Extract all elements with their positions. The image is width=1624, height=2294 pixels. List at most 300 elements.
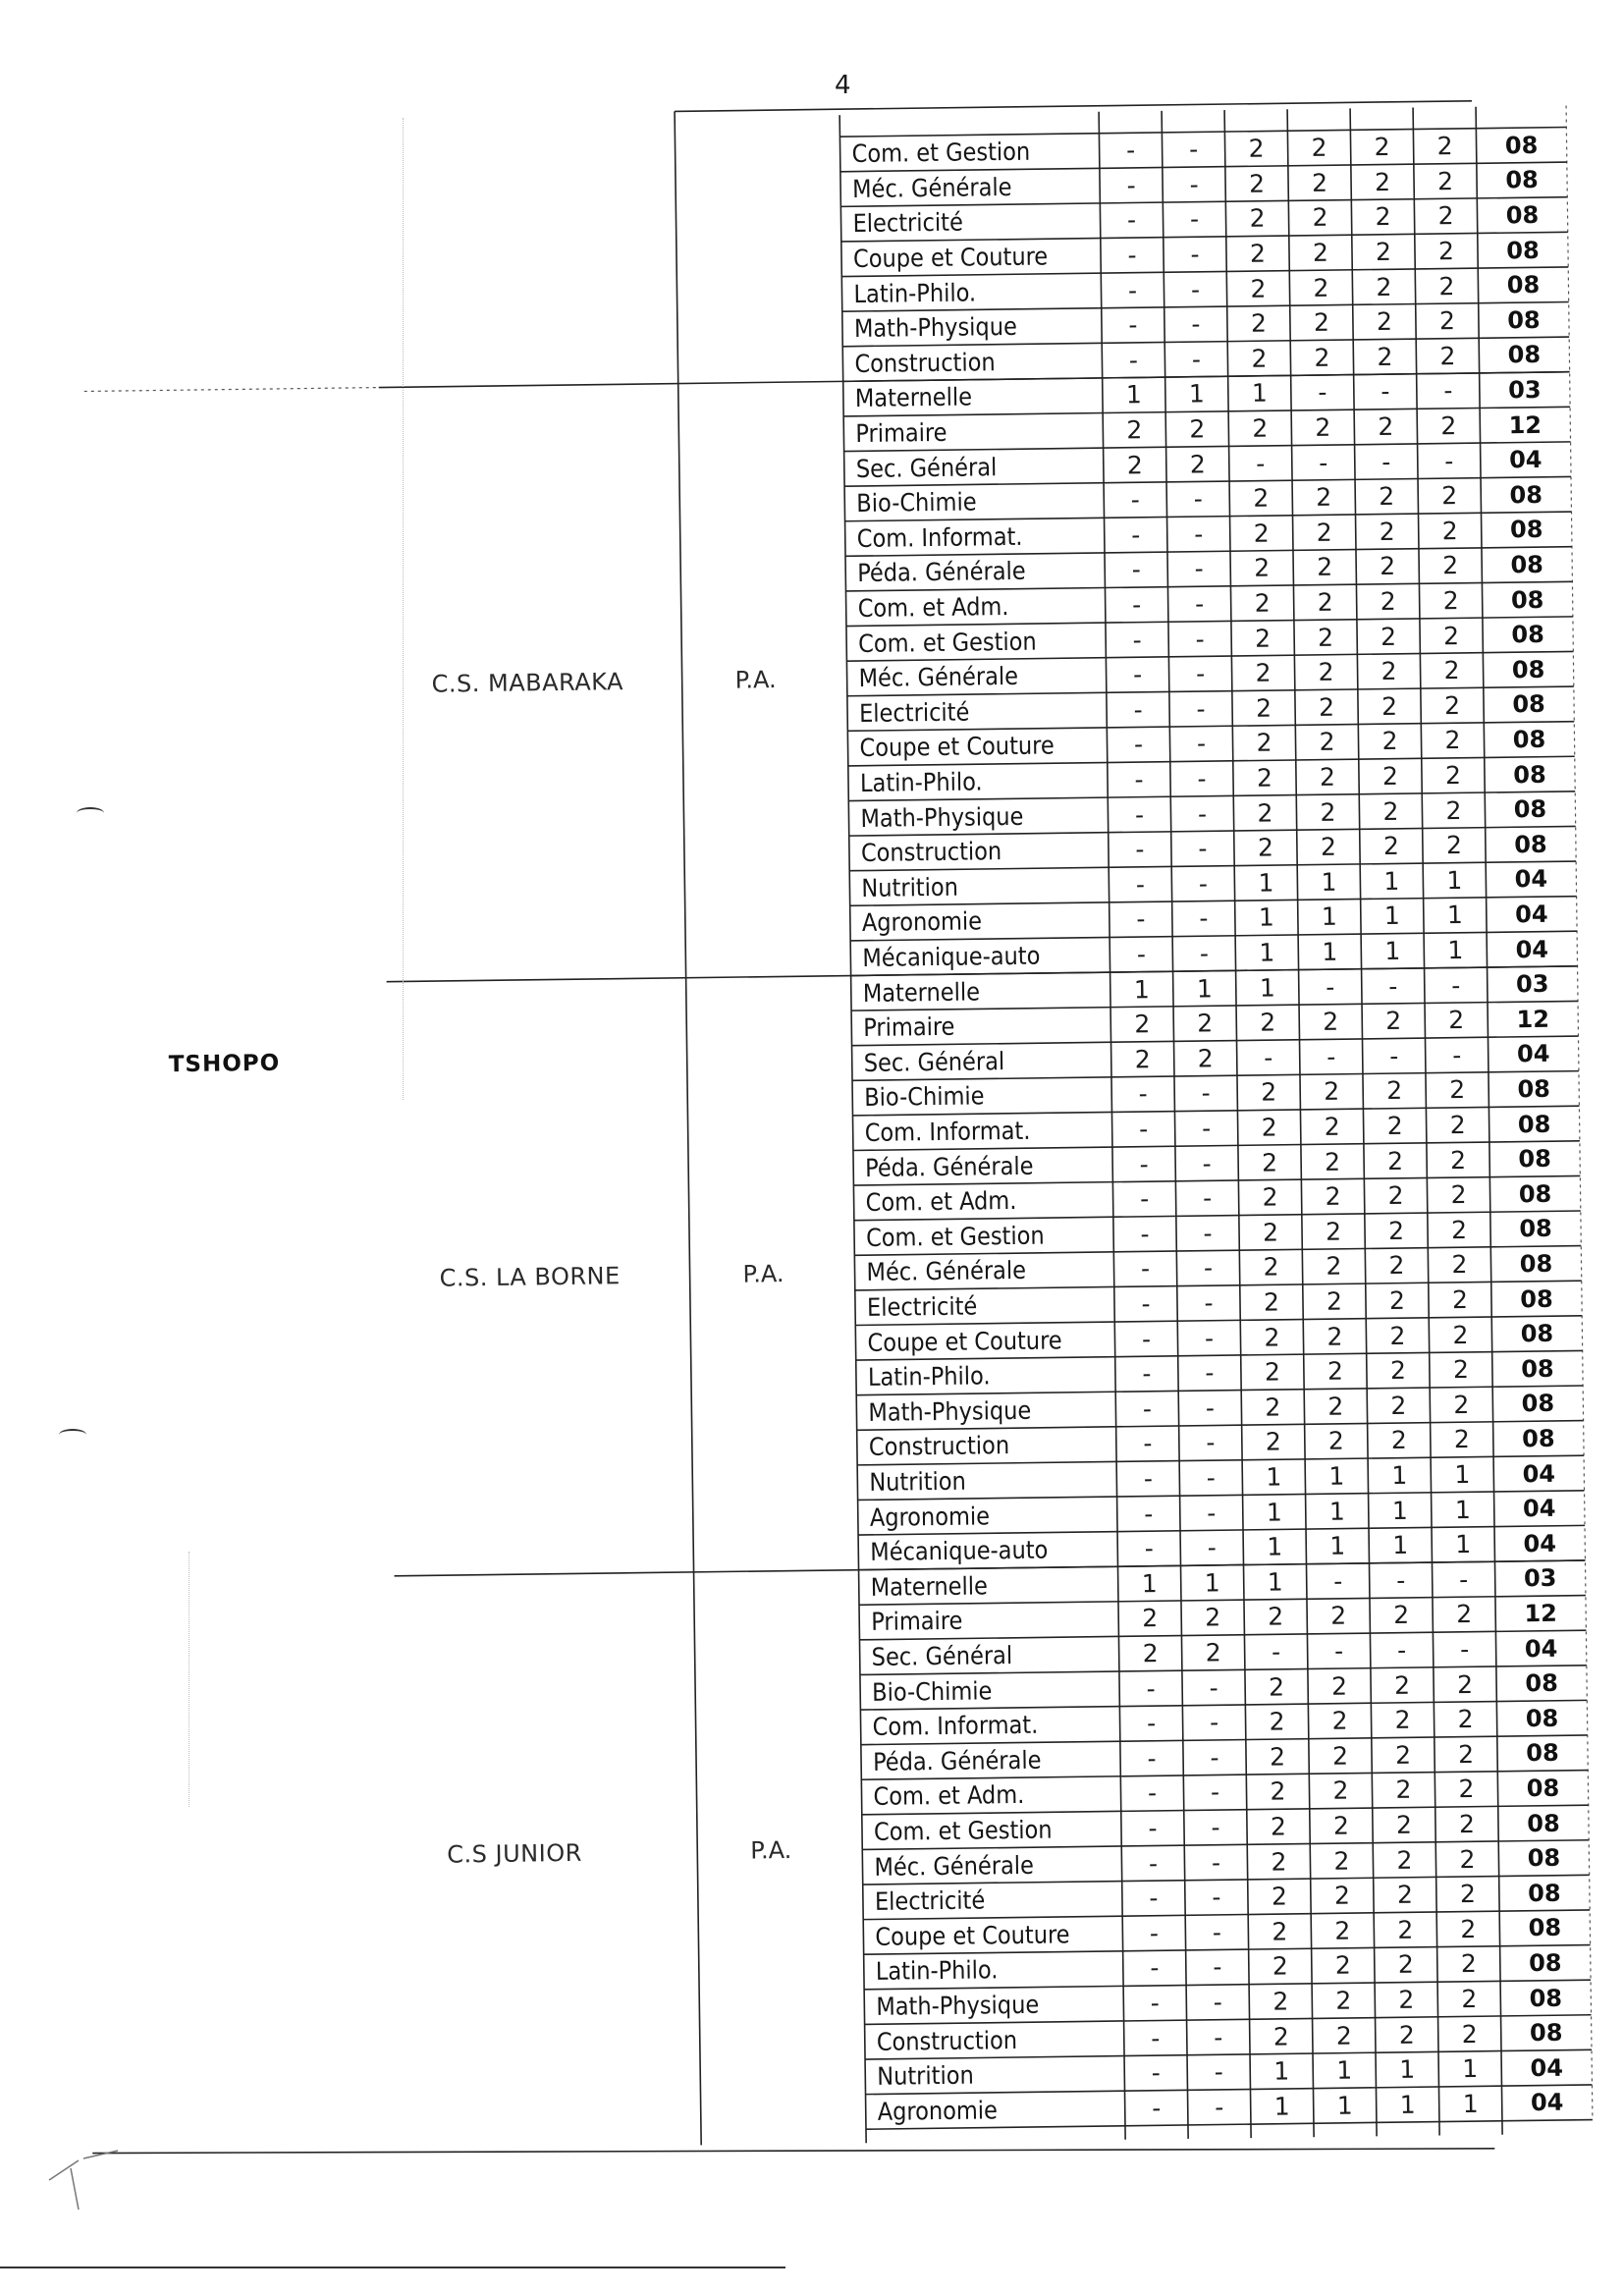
value-cell: 1 bbox=[1259, 973, 1275, 1003]
value-cell: 1 bbox=[1454, 1495, 1471, 1524]
value-cell: - bbox=[1459, 1564, 1469, 1594]
subject-cell: Latin-Philo. bbox=[867, 1361, 991, 1393]
value-cell: 1 bbox=[1454, 1460, 1471, 1490]
value-cell: - bbox=[1210, 1743, 1219, 1773]
value-cell: 2 bbox=[1436, 132, 1453, 161]
value-cell: - bbox=[1194, 519, 1204, 549]
value-cell: 2 bbox=[1441, 516, 1458, 546]
value-cell: 2 bbox=[1261, 1077, 1277, 1108]
value-cell: - bbox=[1213, 1988, 1223, 2017]
value-cell: - bbox=[1149, 1884, 1159, 1913]
value-cell: 2 bbox=[1393, 1670, 1411, 1700]
value-cell: - bbox=[1214, 2022, 1223, 2052]
value-cell: 2 bbox=[1396, 1845, 1413, 1875]
value-cell: 2 bbox=[1380, 552, 1396, 581]
value-cell: - bbox=[1150, 1953, 1160, 1983]
value-cell: 2 bbox=[1263, 1287, 1280, 1317]
value-cell: 2 bbox=[1331, 1706, 1348, 1736]
total-cell: 04 bbox=[1522, 1459, 1556, 1488]
scan-artifact bbox=[189, 1552, 190, 1807]
value-cell: 2 bbox=[1254, 553, 1271, 583]
subject-cell: Primaire bbox=[855, 417, 947, 449]
value-cell: - bbox=[1148, 1814, 1158, 1843]
value-cell: - bbox=[1201, 1114, 1212, 1143]
value-cell: 2 bbox=[1249, 239, 1267, 268]
value-cell: - bbox=[1203, 1253, 1214, 1283]
value-cell: 2 bbox=[1269, 1742, 1286, 1772]
value-cell: 1 bbox=[1133, 974, 1150, 1005]
value-cell: - bbox=[1196, 729, 1207, 758]
subject-cell: Méc. Générale bbox=[851, 172, 1012, 203]
total-cell: 12 bbox=[1508, 410, 1543, 439]
value-cell: 2 bbox=[1459, 1844, 1476, 1874]
value-cell: - bbox=[1126, 171, 1136, 200]
value-cell: 1 bbox=[1258, 902, 1275, 933]
value-cell: 2 bbox=[1265, 1427, 1282, 1457]
value-cell: 2 bbox=[1126, 450, 1143, 480]
subject-cell: Com. et Gestion bbox=[873, 1815, 1053, 1846]
value-cell: 2 bbox=[1319, 728, 1335, 757]
value-cell: 2 bbox=[1268, 1672, 1285, 1702]
total-cell: 08 bbox=[1504, 131, 1539, 160]
value-cell: - bbox=[1380, 377, 1390, 407]
value-cell: 2 bbox=[1452, 1355, 1470, 1385]
value-cell: - bbox=[1189, 170, 1199, 199]
value-cell: 2 bbox=[1330, 1671, 1348, 1701]
subject-cell: Maternelle bbox=[854, 382, 973, 413]
total-cell: 08 bbox=[1528, 1914, 1562, 1942]
total-cell: 08 bbox=[1520, 1319, 1554, 1348]
value-cell: 2 bbox=[1251, 344, 1268, 373]
value-cell: 2 bbox=[1333, 1846, 1350, 1876]
value-cell: 2 bbox=[1389, 1321, 1406, 1350]
value-cell: 2 bbox=[1397, 1915, 1414, 1944]
total-cell: 12 bbox=[1516, 1005, 1550, 1034]
value-cell: - bbox=[1191, 309, 1201, 339]
value-cell: - bbox=[1139, 1149, 1149, 1178]
total-cell: 03 bbox=[1515, 970, 1549, 999]
total-cell: 03 bbox=[1523, 1564, 1557, 1593]
value-cell: 1 bbox=[1204, 1568, 1220, 1598]
value-cell: 1 bbox=[1462, 2089, 1479, 2118]
value-cell: 2 bbox=[1453, 1425, 1470, 1454]
subject-cell: Coupe et Couture bbox=[867, 1326, 1062, 1357]
value-cell: 2 bbox=[1262, 1218, 1279, 1247]
value-cell: - bbox=[1133, 730, 1144, 759]
value-cell: 2 bbox=[1335, 2021, 1352, 2050]
value-cell: - bbox=[1190, 275, 1201, 304]
value-cell: 2 bbox=[1380, 622, 1397, 651]
total-cell: 04 bbox=[1508, 446, 1543, 474]
value-cell: 2 bbox=[1381, 727, 1398, 756]
value-cell: 2 bbox=[1311, 168, 1328, 197]
value-cell: 2 bbox=[1381, 761, 1399, 792]
value-cell: - bbox=[1138, 1079, 1148, 1109]
value-cell: - bbox=[1381, 447, 1391, 476]
value-cell: - bbox=[1205, 1393, 1216, 1423]
value-cell: 2 bbox=[1249, 204, 1266, 234]
value-cell: - bbox=[1199, 939, 1210, 968]
value-cell: - bbox=[1206, 1463, 1217, 1493]
value-cell: - bbox=[1191, 345, 1202, 374]
total-cell: 08 bbox=[1519, 1249, 1553, 1279]
value-cell: 2 bbox=[1382, 832, 1400, 861]
value-cell: - bbox=[1189, 204, 1200, 235]
total-cell: 08 bbox=[1529, 1984, 1563, 2012]
value-cell: 2 bbox=[1319, 762, 1336, 792]
value-cell: - bbox=[1139, 1184, 1150, 1214]
value-cell: 2 bbox=[1205, 1603, 1221, 1632]
value-cell: 2 bbox=[1374, 167, 1391, 196]
subject-cell: Electricité bbox=[874, 1885, 986, 1917]
school-name: C.S JUNIOR bbox=[447, 1839, 582, 1869]
value-cell: 2 bbox=[1398, 1985, 1415, 2015]
value-cell: - bbox=[1142, 1359, 1152, 1389]
value-cell: - bbox=[1144, 1534, 1154, 1563]
value-cell: - bbox=[1130, 485, 1141, 515]
value-cell: - bbox=[1152, 2093, 1162, 2123]
subject-cell: Agronomie bbox=[869, 1502, 991, 1532]
value-cell: 1 bbox=[1384, 936, 1401, 966]
value-cell: 1 bbox=[1322, 937, 1338, 966]
value-cell: - bbox=[1215, 2093, 1224, 2122]
value-cell: 2 bbox=[1264, 1323, 1280, 1352]
value-cell: 2 bbox=[1313, 307, 1330, 338]
corner-mark bbox=[39, 2141, 147, 2219]
value-cell: - bbox=[1132, 625, 1142, 655]
value-cell: 2 bbox=[1461, 1984, 1478, 2014]
value-cell: 2 bbox=[1398, 2020, 1415, 2049]
value-cell: 2 bbox=[1387, 1216, 1405, 1245]
value-cell: 2 bbox=[1448, 1006, 1465, 1035]
value-cell: - bbox=[1128, 346, 1139, 375]
value-cell: 2 bbox=[1441, 481, 1458, 511]
value-cell: 1 bbox=[1321, 902, 1338, 932]
value-cell: - bbox=[1143, 1464, 1154, 1494]
total-cell: 08 bbox=[1509, 480, 1543, 510]
value-cell: 1 bbox=[1266, 1462, 1282, 1492]
value-cell: 2 bbox=[1256, 728, 1272, 758]
value-cell: - bbox=[1150, 1989, 1161, 2018]
value-cell: 2 bbox=[1444, 761, 1462, 791]
value-cell: - bbox=[1326, 972, 1335, 1002]
subject-cell: Com. et Gestion bbox=[865, 1221, 1045, 1252]
value-cell: - bbox=[1127, 241, 1137, 270]
value-cell: 2 bbox=[1388, 1251, 1405, 1281]
value-cell: 2 bbox=[1252, 413, 1269, 443]
total-cell: 04 bbox=[1514, 865, 1548, 894]
value-cell: 2 bbox=[1450, 1180, 1467, 1210]
total-cell: 08 bbox=[1506, 236, 1540, 264]
value-cell: 2 bbox=[1268, 1602, 1284, 1632]
value-cell: - bbox=[1201, 1078, 1211, 1108]
subject-cell: Electricité bbox=[858, 697, 970, 728]
value-cell: 2 bbox=[1189, 450, 1206, 479]
value-cell: 2 bbox=[1442, 586, 1459, 616]
value-cell: 2 bbox=[1440, 411, 1457, 441]
value-cell: 2 bbox=[1375, 237, 1392, 267]
value-cell: - bbox=[1212, 1883, 1221, 1912]
total-cell: 08 bbox=[1505, 200, 1540, 230]
value-cell: - bbox=[1140, 1254, 1151, 1284]
subject-cell: Bio-Chimie bbox=[856, 487, 977, 519]
value-cell: - bbox=[1396, 1565, 1406, 1595]
total-cell: 08 bbox=[1521, 1424, 1555, 1453]
total-cell: 04 bbox=[1514, 900, 1548, 929]
value-cell: 2 bbox=[1197, 1009, 1214, 1038]
value-cell: 2 bbox=[1317, 553, 1333, 582]
value-cell: - bbox=[1451, 970, 1461, 1000]
value-cell: 2 bbox=[1264, 1357, 1281, 1387]
value-cell: 2 bbox=[1395, 1775, 1412, 1805]
total-cell: 08 bbox=[1511, 621, 1545, 649]
total-cell: 08 bbox=[1511, 655, 1545, 684]
value-cell: 1 bbox=[1399, 2054, 1416, 2085]
subject-cell: Com. Informat. bbox=[864, 1116, 1031, 1148]
value-cell: 2 bbox=[1442, 621, 1460, 650]
school-type: P.A. bbox=[734, 665, 777, 694]
value-cell: 2 bbox=[1134, 1045, 1151, 1074]
value-cell: 1 bbox=[1328, 1497, 1345, 1526]
value-cell: - bbox=[1214, 2057, 1223, 2087]
total-cell: 08 bbox=[1518, 1144, 1552, 1174]
subject-cell: Coupe et Couture bbox=[852, 242, 1049, 274]
value-cell: - bbox=[1213, 1952, 1222, 1982]
value-cell: - bbox=[1131, 590, 1142, 620]
value-cell: 1 bbox=[1455, 1530, 1472, 1559]
total-cell: 04 bbox=[1515, 935, 1549, 963]
value-cell: 2 bbox=[1380, 691, 1398, 721]
value-cell: 2 bbox=[1325, 1217, 1342, 1246]
subject-cell: Electricité bbox=[866, 1291, 978, 1323]
bottom-rule bbox=[0, 2267, 785, 2268]
total-cell: 04 bbox=[1524, 1634, 1558, 1663]
value-cell: 2 bbox=[1456, 1669, 1474, 1699]
value-cell: 2 bbox=[1324, 1147, 1341, 1176]
school-type: P.A. bbox=[742, 1260, 785, 1288]
value-cell: - bbox=[1319, 448, 1328, 477]
value-cell: 1 bbox=[1321, 867, 1337, 897]
value-cell: 2 bbox=[1382, 796, 1399, 826]
value-cell: 2 bbox=[1331, 1741, 1349, 1771]
value-cell: - bbox=[1133, 695, 1143, 725]
total-cell: 08 bbox=[1525, 1668, 1558, 1698]
value-cell: - bbox=[1199, 903, 1209, 933]
subject-cell: Construction bbox=[876, 2025, 1018, 2056]
value-cell: 2 bbox=[1261, 1113, 1277, 1142]
scan-artifact bbox=[403, 118, 405, 1100]
value-cell: 1 bbox=[1462, 2054, 1479, 2084]
value-cell: 2 bbox=[1395, 1810, 1413, 1840]
value-cell: 2 bbox=[1374, 133, 1390, 162]
subject-cell: Nutrition bbox=[877, 2060, 974, 2092]
value-cell: 2 bbox=[1320, 832, 1337, 862]
value-cell: - bbox=[1204, 1288, 1214, 1318]
value-cell: - bbox=[1444, 446, 1454, 475]
value-cell: 2 bbox=[1248, 134, 1265, 164]
value-cell: - bbox=[1132, 660, 1143, 689]
value-cell: 2 bbox=[1248, 169, 1266, 198]
value-cell: - bbox=[1203, 1219, 1213, 1248]
value-cell: 2 bbox=[1326, 1322, 1343, 1351]
value-cell: 2 bbox=[1449, 1111, 1466, 1140]
value-cell: 2 bbox=[1142, 1604, 1159, 1633]
value-cell: 1 bbox=[1328, 1461, 1345, 1491]
subject-cell: Péda. Générale bbox=[864, 1151, 1034, 1182]
value-cell: 2 bbox=[1375, 202, 1391, 232]
value-cell: - bbox=[1136, 940, 1147, 969]
value-cell: - bbox=[1207, 1533, 1217, 1562]
total-cell: 08 bbox=[1529, 2018, 1563, 2048]
value-cell: 2 bbox=[1270, 1812, 1287, 1841]
value-cell: 2 bbox=[1385, 1007, 1402, 1036]
value-cell: 2 bbox=[1205, 1638, 1221, 1667]
value-cell: - bbox=[1271, 1637, 1281, 1666]
subject-cell: Com. Informat. bbox=[856, 521, 1023, 553]
value-cell: 2 bbox=[1332, 1776, 1349, 1806]
value-cell: 2 bbox=[1332, 1811, 1350, 1840]
value-cell: 2 bbox=[1326, 1356, 1344, 1387]
value-cell: - bbox=[1147, 1744, 1157, 1774]
value-cell: 2 bbox=[1142, 1639, 1159, 1668]
subject-cell: Nutrition bbox=[861, 872, 959, 902]
subject-cell: Construction bbox=[854, 348, 996, 378]
total-cell: 08 bbox=[1507, 305, 1541, 335]
value-cell: 1 bbox=[1196, 973, 1213, 1004]
value-cell: - bbox=[1388, 971, 1398, 1001]
value-cell: 2 bbox=[1312, 203, 1328, 233]
value-cell: - bbox=[1197, 764, 1207, 793]
total-cell: 08 bbox=[1518, 1179, 1552, 1209]
value-cell: - bbox=[1143, 1429, 1153, 1458]
value-cell: 2 bbox=[1269, 1707, 1285, 1736]
value-cell: 2 bbox=[1452, 1320, 1469, 1349]
value-cell: 2 bbox=[1386, 1111, 1403, 1141]
value-cell: 2 bbox=[1443, 656, 1460, 685]
value-cell: 2 bbox=[1376, 307, 1393, 337]
subject-cell: Primaire bbox=[863, 1012, 955, 1043]
value-cell: 1 bbox=[1399, 2090, 1416, 2119]
value-cell: 2 bbox=[1327, 1427, 1345, 1456]
total-cell: 08 bbox=[1520, 1284, 1553, 1313]
value-cell: 2 bbox=[1334, 1916, 1351, 1945]
value-cell: 2 bbox=[1320, 797, 1336, 827]
total-cell: 08 bbox=[1513, 795, 1547, 824]
value-cell: - bbox=[1147, 1778, 1158, 1808]
subject-cell: Math-Physique bbox=[860, 801, 1024, 833]
subject-cell: Bio-Chimie bbox=[864, 1081, 985, 1113]
value-cell: 1 bbox=[1392, 1531, 1409, 1560]
total-cell: 08 bbox=[1528, 1879, 1561, 1907]
value-cell: - bbox=[1146, 1709, 1157, 1738]
value-cell: 1 bbox=[1391, 1496, 1408, 1525]
subject-cell: Agronomie bbox=[877, 2096, 999, 2126]
province-label: TSHOPO bbox=[168, 1050, 281, 1078]
value-cell: - bbox=[1127, 275, 1138, 305]
value-cell: - bbox=[1193, 484, 1203, 514]
value-cell: 2 bbox=[1265, 1393, 1281, 1422]
value-cell: 2 bbox=[1256, 763, 1273, 792]
subject-cell: Math-Physique bbox=[876, 1990, 1040, 2021]
total-cell: 08 bbox=[1510, 585, 1544, 614]
value-cell: 2 bbox=[1317, 587, 1333, 617]
value-cell: 2 bbox=[1389, 1356, 1407, 1386]
value-cell: 2 bbox=[1388, 1285, 1406, 1316]
value-cell: 2 bbox=[1460, 1949, 1477, 1979]
value-cell: - bbox=[1131, 555, 1141, 584]
value-cell: 2 bbox=[1459, 1880, 1477, 1909]
value-cell: - bbox=[1264, 1043, 1273, 1072]
value-cell: 2 bbox=[1386, 1146, 1404, 1175]
total-cell: 04 bbox=[1530, 2089, 1564, 2117]
value-cell: 1 bbox=[1259, 938, 1275, 967]
value-cell: 2 bbox=[1315, 412, 1331, 442]
value-cell: 2 bbox=[1457, 1705, 1474, 1734]
value-cell: 2 bbox=[1390, 1426, 1407, 1455]
value-cell: 2 bbox=[1438, 306, 1456, 336]
value-cell: 2 bbox=[1255, 658, 1272, 687]
value-cell: 2 bbox=[1397, 1950, 1414, 1980]
subject-cell: Méc. Générale bbox=[874, 1850, 1035, 1882]
value-cell: 2 bbox=[1445, 795, 1462, 825]
value-cell: 2 bbox=[1379, 482, 1395, 512]
value-cell: 2 bbox=[1437, 237, 1455, 266]
value-cell: 2 bbox=[1330, 1602, 1347, 1631]
subject-cell: Nutrition bbox=[869, 1466, 967, 1498]
total-cell: 08 bbox=[1525, 1704, 1559, 1732]
value-cell: 2 bbox=[1379, 517, 1395, 546]
value-cell: - bbox=[1198, 869, 1209, 899]
value-cell: 2 bbox=[1272, 1987, 1289, 2016]
value-cell: 1 bbox=[1125, 380, 1143, 410]
school-type: P.A. bbox=[750, 1836, 792, 1865]
value-cell: 2 bbox=[1255, 624, 1272, 653]
value-cell: 2 bbox=[1456, 1600, 1473, 1629]
value-cell: - bbox=[1151, 2023, 1161, 2052]
value-cell: 2 bbox=[1457, 1739, 1475, 1769]
value-cell: 2 bbox=[1394, 1706, 1411, 1735]
value-cell: 2 bbox=[1318, 623, 1334, 652]
value-cell: 2 bbox=[1442, 551, 1459, 580]
value-cell: 2 bbox=[1335, 1986, 1352, 2015]
value-cell: - bbox=[1389, 1041, 1399, 1070]
total-cell: 08 bbox=[1514, 830, 1547, 859]
subject-cell: Math-Physique bbox=[868, 1395, 1032, 1427]
total-cell: 08 bbox=[1505, 166, 1539, 194]
value-cell: - bbox=[1141, 1324, 1152, 1353]
value-cell: 2 bbox=[1394, 1740, 1412, 1770]
value-cell: - bbox=[1194, 554, 1204, 583]
value-cell: - bbox=[1318, 378, 1327, 408]
value-cell: 2 bbox=[1445, 831, 1463, 860]
value-cell: - bbox=[1125, 136, 1136, 165]
value-cell: 2 bbox=[1126, 415, 1143, 445]
total-cell: 08 bbox=[1506, 271, 1541, 300]
value-cell: - bbox=[1146, 1673, 1156, 1703]
value-cell: 1 bbox=[1446, 865, 1463, 896]
value-cell: 2 bbox=[1253, 483, 1270, 514]
total-cell: 03 bbox=[1507, 375, 1542, 405]
value-cell: - bbox=[1333, 1566, 1343, 1596]
value-cell: - bbox=[1194, 589, 1205, 619]
value-cell: - bbox=[1211, 1847, 1221, 1878]
total-cell: 08 bbox=[1517, 1074, 1551, 1104]
subject-cell: Latin-Philo. bbox=[859, 767, 983, 798]
school-name: C.S. MABARAKA bbox=[431, 667, 624, 698]
value-cell: - bbox=[1443, 376, 1453, 406]
value-cell: - bbox=[1205, 1358, 1215, 1388]
subject-cell: Latin-Philo. bbox=[853, 278, 977, 308]
